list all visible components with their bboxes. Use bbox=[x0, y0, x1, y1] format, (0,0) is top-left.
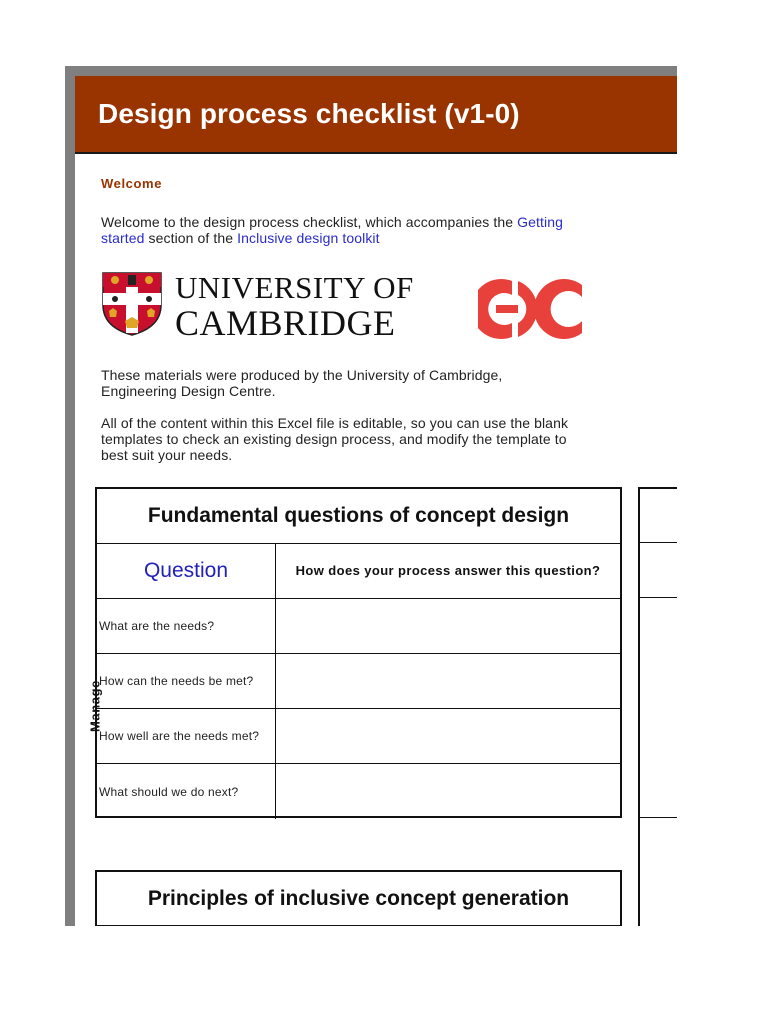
question-cell: How well are the needs met? bbox=[97, 709, 276, 763]
side-divider bbox=[640, 817, 677, 818]
editable-note-paragraph: All of the content within this Excel file is editable, so you can use the blank templates to check an existing design process, and modify the template to best suit your needs. bbox=[101, 415, 569, 463]
question-cell: What are the needs? bbox=[97, 599, 276, 653]
answer-cell[interactable] bbox=[276, 709, 620, 763]
welcome-heading: Welcome bbox=[101, 176, 163, 191]
side-divider bbox=[640, 542, 677, 543]
answer-cell[interactable] bbox=[276, 654, 620, 708]
sheet-frame bbox=[65, 66, 677, 926]
principles-title: Principles of inclusive concept generation bbox=[97, 872, 620, 926]
intro-mid-text: section of the bbox=[144, 230, 238, 246]
page-title: Design process checklist (v1-0) bbox=[98, 98, 520, 129]
question-cell: What should we do next? bbox=[97, 764, 276, 819]
inclusive-toolkit-link[interactable]: Inclusive design toolkit bbox=[237, 230, 380, 246]
edc-logo-icon bbox=[478, 277, 586, 341]
cambridge-crest-icon bbox=[101, 271, 163, 337]
side-divider bbox=[640, 597, 677, 598]
cambridge-logo bbox=[101, 271, 441, 341]
intro-paragraph bbox=[101, 214, 571, 246]
table-row bbox=[97, 599, 620, 654]
header-band bbox=[75, 76, 677, 154]
table-row bbox=[97, 709, 620, 764]
principles-table bbox=[95, 870, 622, 926]
question-column-header: Question bbox=[97, 544, 276, 598]
produced-by-paragraph: These materials were produced by the University of Cambridge, Engineering Design Centre. bbox=[101, 367, 503, 399]
getting-started-link[interactable]: Getting started bbox=[101, 214, 563, 246]
university-name-line2: CAMBRIDGE bbox=[175, 303, 396, 343]
manage-label: Manage bbox=[87, 679, 103, 733]
table-row bbox=[97, 764, 620, 819]
side-table-partial bbox=[638, 487, 677, 926]
answer-cell[interactable] bbox=[276, 764, 620, 819]
table-header-row bbox=[97, 544, 620, 599]
spreadsheet-page bbox=[75, 76, 677, 926]
answer-column-header: How does your process answer this question? bbox=[295, 563, 601, 578]
table-row bbox=[97, 654, 620, 709]
answer-cell[interactable] bbox=[276, 599, 620, 653]
intro-text: Welcome to the design process checklist, which accompanies the bbox=[101, 214, 518, 230]
university-name-line1: UNIVERSITY OF bbox=[175, 270, 414, 305]
fundamental-questions-table bbox=[95, 487, 622, 818]
fundamental-questions-title: Fundamental questions of concept design bbox=[97, 489, 620, 544]
question-cell: How can the needs be met? bbox=[97, 654, 276, 708]
